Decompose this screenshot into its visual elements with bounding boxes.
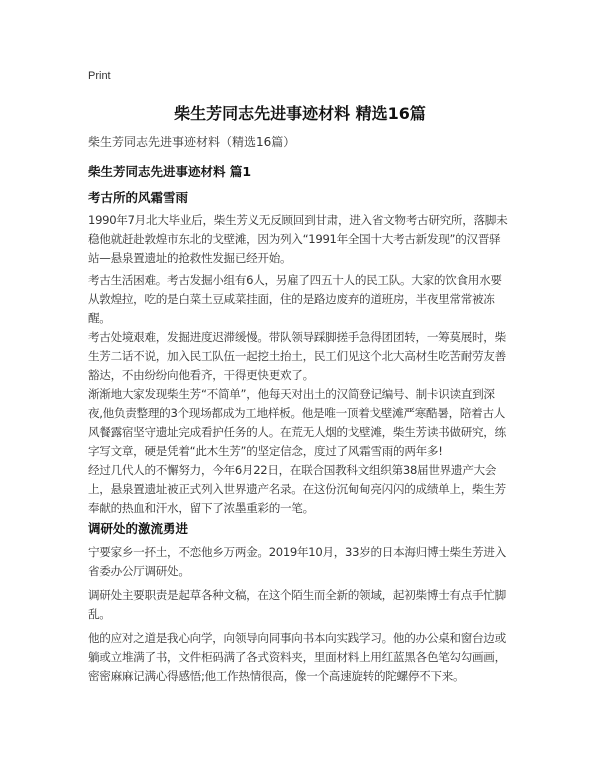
paragraph: 考古生活困难。考古发掘小组有6人，另雇了四五十人的民工队。大家的饮食用水要从敦煌拉，吃的是白菜土豆咸菜挂面，住的是路边废弃的道班房，半夜里常常被冻醒。 <box>88 273 502 325</box>
paragraph: 经过几代人的不懈努力，今年6月22日，在联合国教科文组织第38届世界遗产大会上，悬泉置遗址被正式列入世界遗产名录。在这份沉甸甸亮闪闪的成绩单上，柴生芳奉献的热血和汗水，留下了浓墨重彩的一笔。 <box>88 463 506 515</box>
paragraph: 调研处主要职责是起草各种文稿，在这个陌生而全新的领域，起初柴博士有点手忙脚乱。 <box>88 588 506 621</box>
paragraph: 他的应对之道是我心向学，向领导向同事向书本向实践学习。他的办公桌和窗台边或躺或立堆满了书，文件柜码满了各式资料夹，里面材料上用红蓝黑各色笔勾勾画画，密密麻麻记满心得感悟;他工作热情很高，像一个高速旋转的陀螺停不下来。 <box>88 631 506 683</box>
subsection-heading: 考古所的风霜雪雨 <box>88 190 189 205</box>
page-title: 柴生芳同志先进事迹材料 精选16篇 <box>174 104 426 123</box>
paragraph: 1990年7月北大毕业后，柴生芳义无反顾回到甘肃，进入省文物考古研究所，落脚未稳他就赶赴敦煌市东北的戈壁滩，因为列入“1991年全国十大考古新发现”的汉晋驿站—悬泉置遗址的抢救性发掘已经开始。 <box>88 213 508 265</box>
print-label[interactable]: Print <box>88 70 111 82</box>
section-heading: 柴生芳同志先进事迹材料 篇1 <box>88 164 252 179</box>
paragraph: 渐渐地大家发现柴生芳“不简单”，他每天对出土的汉简登记编号、制卡识读直到深夜,他负责整理的3个现场都成为工地样板。他是唯一顶着戈壁滩严寒酷暑，陪着古人风餐露宿坚守遗址完成看护任务的人。在荒无人烟的戈壁滩，柴生芳读书做研究，练字写文章，硬是凭着“此木生芳”的坚定信念，度过了风霜雪雨的两年多! <box>88 387 506 458</box>
document-subtitle: 柴生芳同志先进事迹材料（精选16篇） <box>88 135 296 149</box>
paragraph: 考古处境艰难，发掘进度迟滞缓慢。带队领导踩脚搓手急得团团转，一筹莫展时，柴生芳二话不说，加入民工队伍一起挖土抬土，民工们见这个北大高材生吃苦耐劳友善豁达，不由纷纷向他看齐，干得更快更欢了。 <box>88 330 506 382</box>
paragraph: 宁要家乡一抔土，不恋他乡万两金。2019年10月，33岁的日本海归博士柴生芳进入省委办公厅调研处。 <box>88 545 507 578</box>
subsection-heading: 调研处的激流勇进 <box>88 521 189 536</box>
